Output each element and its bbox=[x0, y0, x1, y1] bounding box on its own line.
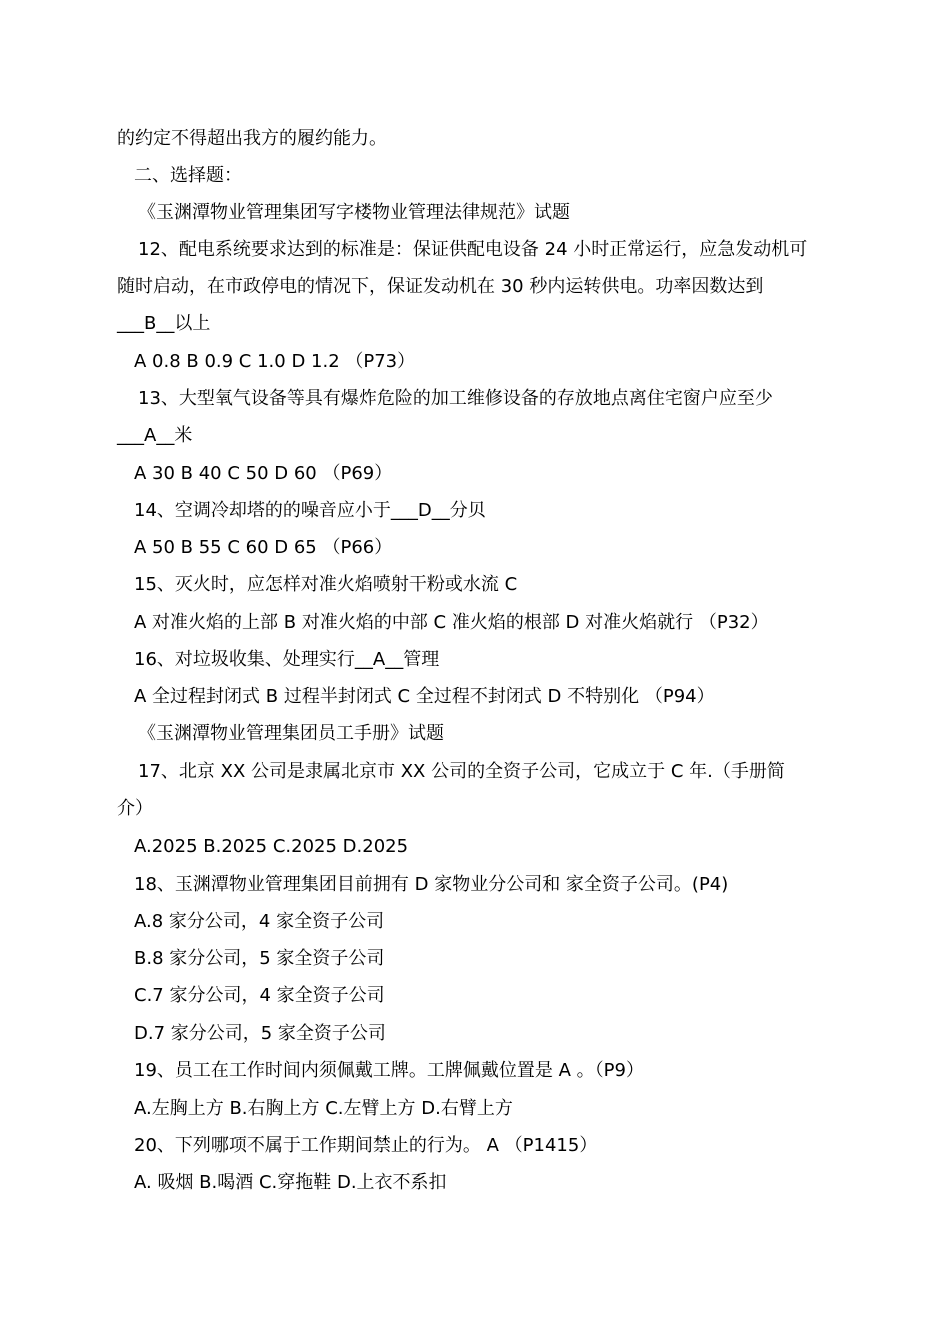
question-line: 随时启动，在市政停电的情况下，保证发动机在 30 秒内运转供电。功率因数达到 bbox=[117, 276, 764, 297]
options-line: A 0.8 B 0.9 C 1.0 D 1.2 （P73） bbox=[134, 351, 416, 372]
question-line: 16、对垃圾收集、处理实行__A__管理 bbox=[134, 649, 440, 670]
question-line: ___B__以上 bbox=[117, 313, 211, 334]
subsection-title: 《玉渊潭物业管理集团写字楼物业管理法律规范》试题 bbox=[138, 202, 570, 223]
question-line: 20、下列哪项不属于工作期间禁止的行为。 A （P1415） bbox=[134, 1135, 598, 1156]
question-line: 12、配电系统要求达到的标准是：保证供配电设备 24 小时正常运行，应急发动机可 bbox=[138, 239, 808, 260]
question-line: 19、员工在工作时间内须佩戴工牌。工牌佩戴位置是 A 。（P9） bbox=[134, 1060, 644, 1081]
options-line: A 全过程封闭式 B 过程半封闭式 C 全过程不封闭式 D 不特别化 （P94） bbox=[134, 686, 715, 707]
question-line: 14、空调冷却塔的的噪音应小于___D__分贝 bbox=[134, 500, 486, 521]
subsection-title: 《玉渊潭物业管理集团员工手册》试题 bbox=[138, 723, 444, 744]
options-line: A. 吸烟 B.喝酒 C.穿拖鞋 D.上衣不系扣 bbox=[134, 1172, 447, 1193]
option-line: A.8 家分公司，4 家全资子公司 bbox=[134, 911, 385, 932]
question-line: 介） bbox=[117, 798, 153, 819]
options-line: A 对准火焰的上部 B 对准火焰的中部 C 准火焰的根部 D 对准火焰就行 （P32） bbox=[134, 612, 769, 633]
option-line: B.8 家分公司，5 家全资子公司 bbox=[134, 948, 385, 969]
question-line: 18、玉渊潭物业管理集团目前拥有 D 家物业分公司和 家全资子公司。(P4) bbox=[134, 874, 729, 895]
options-line: A.2025 B.2025 C.2025 D.2025 bbox=[134, 836, 409, 857]
options-line: A.左胸上方 B.右胸上方 C.左臂上方 D.右臂上方 bbox=[134, 1098, 513, 1119]
option-line: D.7 家分公司，5 家全资子公司 bbox=[134, 1023, 386, 1044]
options-line: A 30 B 40 C 50 D 60 （P69） bbox=[134, 463, 393, 484]
question-line: 17、北京 XX 公司是隶属北京市 XX 公司的全资子公司，它成立于 C 年.（手册简 bbox=[138, 761, 785, 782]
options-line: A 50 B 55 C 60 D 65 （P66） bbox=[134, 537, 393, 558]
question-line: 13、大型氧气设备等具有爆炸危险的加工维修设备的存放地点离住宅窗户应至少 bbox=[138, 388, 773, 409]
text-line: 的约定不得超出我方的履约能力。 bbox=[117, 128, 387, 149]
question-line: 15、灭火时，应怎样对准火焰喷射干粉或水流 C bbox=[134, 574, 518, 595]
option-line: C.7 家分公司，4 家全资子公司 bbox=[134, 985, 385, 1006]
section-heading: 二、选择题： bbox=[134, 165, 242, 186]
question-line: ___A__米 bbox=[117, 425, 193, 446]
